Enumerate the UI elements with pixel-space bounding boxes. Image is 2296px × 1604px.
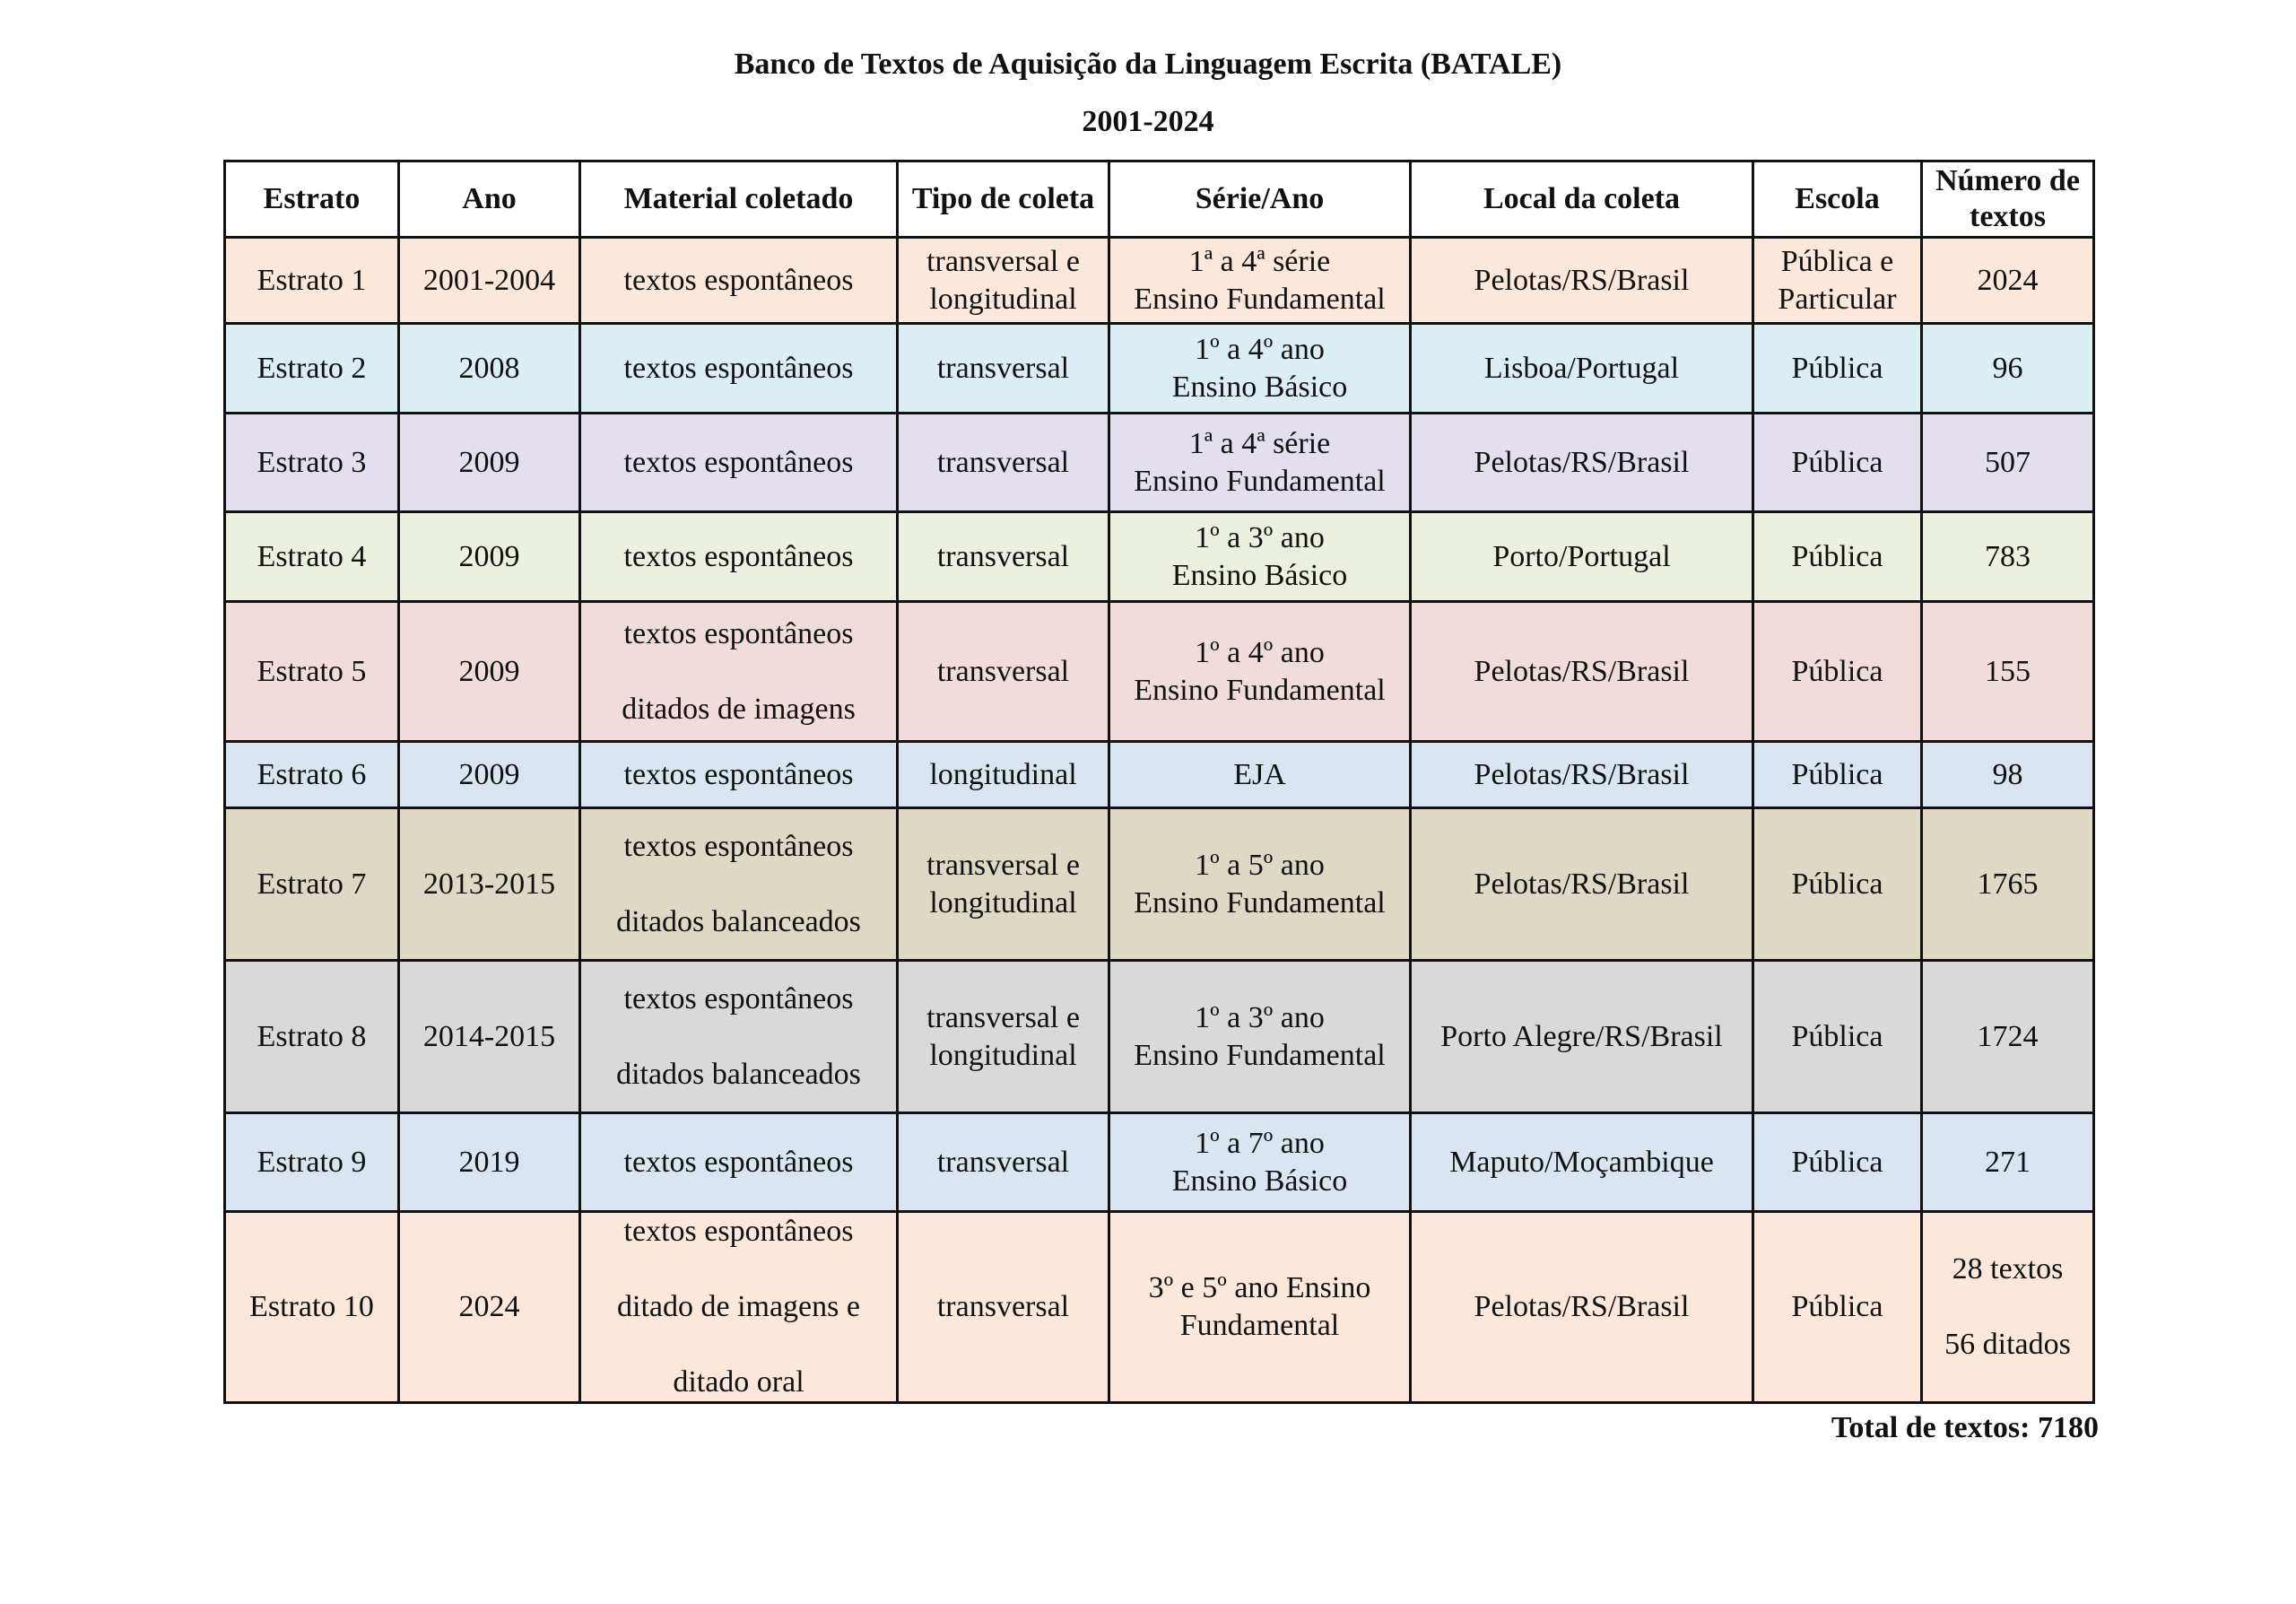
cell-serie-line: Ensino Básico <box>1171 370 1348 404</box>
cell-serie <box>1109 1113 1411 1212</box>
table-row <box>225 808 2094 961</box>
cell-escola-line: Particular <box>1778 282 1897 316</box>
cell-escola <box>1753 512 1922 602</box>
cell-ano: 2024 <box>399 1212 580 1403</box>
cell-numero-line: 1724 <box>1977 1019 2039 1053</box>
cell-material <box>580 602 898 742</box>
cell-numero <box>1922 808 2094 961</box>
cell-material-line: ditados balanceados <box>616 1057 861 1091</box>
cell-serie <box>1109 238 1411 324</box>
cell-tipo <box>898 1113 1109 1212</box>
cell-material-line: textos espontâneos <box>623 616 854 650</box>
cell-tipo <box>898 961 1109 1113</box>
cell-material-line: ditados de imagens <box>622 692 856 726</box>
header-serie: Série/Ano <box>1109 161 1411 238</box>
cell-escola-line: Pública e <box>1780 244 1894 278</box>
cell-local: Pelotas/RS/Brasil <box>1411 742 1753 808</box>
cell-material-line: textos espontâneos <box>623 539 854 573</box>
cell-serie-line: Ensino Fundamental <box>1134 464 1386 498</box>
cell-escola-line: Pública <box>1791 1145 1883 1179</box>
cell-numero <box>1922 414 2094 512</box>
cell-serie-line: 1º a 4º ano <box>1195 635 1325 669</box>
cell-numero-line: 2024 <box>1977 263 2039 297</box>
table-row <box>225 414 2094 512</box>
header-numero: Número de textos <box>1922 161 2094 238</box>
table-header-row <box>225 161 2094 238</box>
cell-tipo-line: longitudinal <box>929 885 1077 920</box>
document-title: Banco de Textos de Aquisição da Linguagem Escrita (BATALE) <box>734 48 1562 81</box>
cell-local: Pelotas/RS/Brasil <box>1411 808 1753 961</box>
cell-escola <box>1753 238 1922 324</box>
header-ano: Ano <box>399 161 580 238</box>
cell-material-line: textos espontâneos <box>623 263 854 297</box>
cell-material <box>580 808 898 961</box>
cell-estrato: Estrato 4 <box>225 512 399 602</box>
cell-estrato: Estrato 10 <box>225 1212 399 1403</box>
cell-ano: 2009 <box>399 602 580 742</box>
cell-ano: 2009 <box>399 742 580 808</box>
cell-ano: 2009 <box>399 512 580 602</box>
cell-material-line: textos espontâneos <box>623 351 854 385</box>
cell-serie-line: 1º a 3º ano <box>1195 520 1325 554</box>
cell-tipo-line: longitudinal <box>929 1038 1077 1072</box>
cell-material-line: textos espontâneos <box>623 1215 854 1248</box>
cell-ano: 2001-2004 <box>399 238 580 324</box>
cell-tipo-line: transversal e <box>926 848 1080 882</box>
cell-material-line: ditado oral <box>673 1365 804 1399</box>
cell-material-line: textos espontâneos <box>623 829 854 863</box>
cell-estrato: Estrato 1 <box>225 238 399 324</box>
table-row <box>225 742 2094 808</box>
cell-tipo <box>898 238 1109 324</box>
cell-material <box>580 238 898 324</box>
cell-numero <box>1922 1113 2094 1212</box>
cell-numero-line: 271 <box>1985 1145 2031 1179</box>
cell-material <box>580 414 898 512</box>
cell-numero <box>1922 324 2094 414</box>
cell-escola-line: Pública <box>1791 757 1883 791</box>
table-row <box>225 324 2094 414</box>
cell-numero <box>1922 602 2094 742</box>
cell-escola-line: Pública <box>1791 351 1883 385</box>
cell-estrato: Estrato 5 <box>225 602 399 742</box>
cell-tipo-line: transversal <box>936 1145 1070 1179</box>
cell-material-line: textos espontâneos <box>623 981 854 1016</box>
cell-tipo-line: longitudinal <box>929 282 1077 316</box>
cell-serie <box>1109 414 1411 512</box>
cell-tipo <box>898 602 1109 742</box>
cell-estrato: Estrato 9 <box>225 1113 399 1212</box>
cell-ano: 2009 <box>399 414 580 512</box>
cell-material <box>580 742 898 808</box>
cell-numero <box>1922 512 2094 602</box>
cell-numero-line: 96 <box>1992 351 2023 385</box>
table-row <box>225 961 2094 1113</box>
cell-local: Porto Alegre/RS/Brasil <box>1411 961 1753 1113</box>
table-row <box>225 602 2094 742</box>
cell-material-line: textos espontâneos <box>623 1145 854 1179</box>
header-escola: Escola <box>1753 161 1922 238</box>
cell-serie-line: Ensino Fundamental <box>1134 885 1386 920</box>
cell-ano: 2013-2015 <box>399 808 580 961</box>
cell-serie-line: 1º a 5º ano <box>1195 848 1325 882</box>
table-row <box>225 1212 2094 1403</box>
cell-material-line: textos espontâneos <box>623 445 854 479</box>
cell-tipo <box>898 324 1109 414</box>
header-tipo: Tipo de coleta <box>898 161 1109 238</box>
cell-ano: 2014-2015 <box>399 961 580 1113</box>
cell-escola <box>1753 742 1922 808</box>
cell-escola-line: Pública <box>1791 539 1883 573</box>
cell-tipo-line: transversal <box>936 445 1070 479</box>
cell-tipo-line: transversal <box>936 539 1070 573</box>
cell-material <box>580 1113 898 1212</box>
cell-local: Porto/Portugal <box>1411 512 1753 602</box>
table-row <box>225 238 2094 324</box>
cell-escola-line: Pública <box>1791 1290 1883 1323</box>
batale-table <box>223 160 2095 1404</box>
cell-material-line: textos espontâneos <box>623 757 854 791</box>
cell-serie-line: 1º a 4º ano <box>1195 332 1325 366</box>
header-estrato: Estrato <box>225 161 399 238</box>
cell-serie-line: Ensino Básico <box>1171 558 1348 592</box>
cell-serie <box>1109 961 1411 1113</box>
cell-numero-line: 155 <box>1985 654 2031 688</box>
cell-numero-line: 98 <box>1992 757 2023 791</box>
cell-local: Maputo/Moçambique <box>1411 1113 1753 1212</box>
cell-numero <box>1922 742 2094 808</box>
cell-numero-line: 28 textos <box>1952 1252 2064 1286</box>
cell-serie-line: Fundamental <box>1179 1309 1340 1342</box>
cell-escola-line: Pública <box>1791 654 1883 688</box>
cell-escola <box>1753 808 1922 961</box>
cell-numero <box>1922 238 2094 324</box>
cell-numero-line: 1765 <box>1977 867 2039 901</box>
cell-estrato: Estrato 8 <box>225 961 399 1113</box>
cell-material-line: ditados balanceados <box>616 904 861 938</box>
cell-local: Pelotas/RS/Brasil <box>1411 238 1753 324</box>
cell-tipo-line: transversal e <box>926 1000 1080 1034</box>
cell-escola-line: Pública <box>1791 1019 1883 1053</box>
table-body <box>225 238 2094 1403</box>
cell-tipo-line: transversal e <box>926 244 1080 278</box>
cell-escola <box>1753 961 1922 1113</box>
cell-serie-line: 1º a 3º ano <box>1195 1000 1325 1034</box>
cell-tipo-line: transversal <box>936 654 1070 688</box>
cell-numero-line: 507 <box>1985 445 2031 479</box>
cell-numero <box>1922 1212 2094 1403</box>
cell-serie <box>1109 602 1411 742</box>
cell-escola <box>1753 602 1922 742</box>
cell-local: Pelotas/RS/Brasil <box>1411 1212 1753 1403</box>
cell-serie-line: EJA <box>1233 757 1286 791</box>
cell-tipo-line: longitudinal <box>929 757 1077 791</box>
cell-serie-line: 1ª a 4ª série <box>1188 244 1331 278</box>
cell-tipo <box>898 808 1109 961</box>
cell-serie-line: 1º a 7º ano <box>1195 1126 1325 1160</box>
cell-material <box>580 324 898 414</box>
cell-ano: 2008 <box>399 324 580 414</box>
cell-escola <box>1753 1113 1922 1212</box>
cell-serie-line: 1ª a 4ª série <box>1188 426 1331 460</box>
total-texts: Total de textos: 7180 <box>1831 1411 2099 1444</box>
cell-serie <box>1109 324 1411 414</box>
header-material: Material coletado <box>580 161 898 238</box>
cell-material <box>580 1212 898 1403</box>
cell-serie <box>1109 512 1411 602</box>
cell-serie <box>1109 808 1411 961</box>
cell-local: Lisboa/Portugal <box>1411 324 1753 414</box>
cell-escola <box>1753 414 1922 512</box>
cell-estrato: Estrato 2 <box>225 324 399 414</box>
cell-material <box>580 961 898 1113</box>
cell-local: Pelotas/RS/Brasil <box>1411 602 1753 742</box>
cell-serie <box>1109 1212 1411 1403</box>
cell-serie <box>1109 742 1411 808</box>
cell-escola <box>1753 324 1922 414</box>
cell-tipo-line: transversal <box>936 351 1070 385</box>
cell-serie-line: Ensino Fundamental <box>1134 673 1386 707</box>
cell-escola <box>1753 1212 1922 1403</box>
cell-escola-line: Pública <box>1791 867 1883 901</box>
table-row <box>225 512 2094 602</box>
cell-estrato: Estrato 6 <box>225 742 399 808</box>
cell-tipo <box>898 414 1109 512</box>
cell-serie-line: Ensino Fundamental <box>1134 282 1386 316</box>
cell-serie-line: Ensino Fundamental <box>1134 1038 1386 1072</box>
document-subtitle: 2001-2024 <box>1082 105 1214 138</box>
cell-escola-line: Pública <box>1791 445 1883 479</box>
cell-tipo-line: transversal <box>936 1290 1070 1323</box>
cell-numero-line: 783 <box>1985 539 2031 573</box>
cell-tipo <box>898 742 1109 808</box>
cell-serie-line: Ensino Básico <box>1171 1164 1348 1198</box>
cell-ano: 2019 <box>399 1113 580 1212</box>
cell-local: Pelotas/RS/Brasil <box>1411 414 1753 512</box>
cell-serie-line: 3º e 5º ano Ensino <box>1148 1271 1371 1304</box>
cell-numero <box>1922 961 2094 1113</box>
cell-numero-line: 56 ditados <box>1944 1328 2071 1361</box>
cell-material <box>580 512 898 602</box>
header-local: Local da coleta <box>1411 161 1753 238</box>
cell-estrato: Estrato 7 <box>225 808 399 961</box>
cell-material-line: ditado de imagens e <box>617 1290 860 1323</box>
cell-tipo <box>898 1212 1109 1403</box>
cell-tipo <box>898 512 1109 602</box>
table-row <box>225 1113 2094 1212</box>
cell-estrato: Estrato 3 <box>225 414 399 512</box>
